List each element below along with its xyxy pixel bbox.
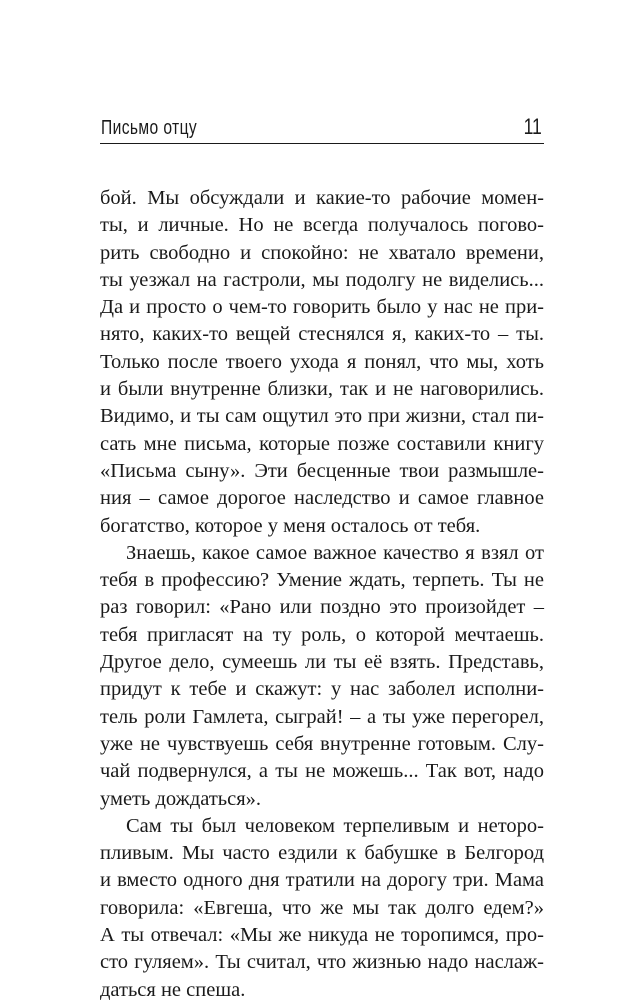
paragraph-last-line: даться не спеша. bbox=[100, 978, 246, 1001]
text-line: тебя пригласят на ту роль, о которой мечтаешь. bbox=[100, 623, 544, 646]
text-line: Видимо, и ты сам ощутил это при жизни, стал пи- bbox=[100, 405, 544, 428]
text-line: бой. Мы обсуждали и какие-то рабочие момен- bbox=[100, 187, 544, 209]
text-line: и вместо одного дня тратили на дорогу три. Мама bbox=[100, 869, 544, 892]
text-line: ты уезжал на гастроли, мы подолгу не виделись... bbox=[100, 268, 544, 291]
text-line: сто гуляем». Ты считал, что жизнью надо наслаж- bbox=[100, 951, 544, 974]
paragraph-last-line: уметь дождаться». bbox=[100, 787, 262, 810]
text-line: ния – самое дорогое наследство и самое главное bbox=[100, 487, 544, 510]
text-line: Только после твоего ухода я понял, что мы, хоть bbox=[100, 350, 544, 373]
text-line: рить свободно и спокойно: не хватало времени, bbox=[100, 241, 544, 264]
text-line: Другое дело, сумеешь ли ты её взять. Представь, bbox=[100, 651, 544, 674]
text-line: нято, каких-то вещей стеснялся я, каких-то – ты. bbox=[100, 323, 544, 346]
text-line: придут к тебе и скажут: у нас заболел исполни- bbox=[100, 678, 544, 701]
text-line: сать мне письма, которые позже составили книгу bbox=[100, 432, 544, 455]
text-line: и были внутренне близки, так и не наговорились. bbox=[100, 378, 544, 401]
paragraph-first-line: Знаешь, какое самое важное качество я взял от bbox=[126, 541, 544, 564]
page-number: 11 bbox=[523, 114, 542, 139]
body-text bbox=[100, 185, 544, 1004]
paragraph-last-line: богатство, которое у меня осталось от тебя. bbox=[100, 514, 481, 537]
paragraph-first-line: Сам ты был человеком терпеливым и неторо- bbox=[126, 814, 544, 837]
text-line: А ты отвечал: «Мы же никуда не торопимся, про- bbox=[100, 924, 544, 947]
text-line: чай подвернулся, а ты не можешь... Так вот, надо bbox=[100, 760, 544, 783]
running-head-title: Письмо отцу bbox=[101, 117, 198, 139]
text-line: уже не чувствуешь себя внутренне готовым. Слу- bbox=[100, 732, 544, 755]
text-line: ты, и личные. Но не всегда получалось погово- bbox=[100, 214, 544, 237]
text-line: «Письма сыну». Эти бесценные твои размышле- bbox=[100, 459, 544, 482]
text-line: тель роли Гамлета, сыграй! – а ты уже перегорел, bbox=[100, 705, 544, 728]
text-line: раз говорил: «Рано или поздно это произойдет – bbox=[100, 596, 544, 619]
running-head bbox=[100, 113, 544, 144]
text-line: Да и просто о чем-то говорить было у нас не при- bbox=[100, 296, 544, 319]
text-line: пливым. Мы часто ездили к бабушке в Белгород bbox=[100, 842, 544, 865]
text-line: тебя в профессию? Умение ждать, терпеть. Ты не bbox=[100, 569, 544, 592]
text-line: говорила: «Евгеша, что же мы так долго едем?» bbox=[100, 896, 544, 919]
